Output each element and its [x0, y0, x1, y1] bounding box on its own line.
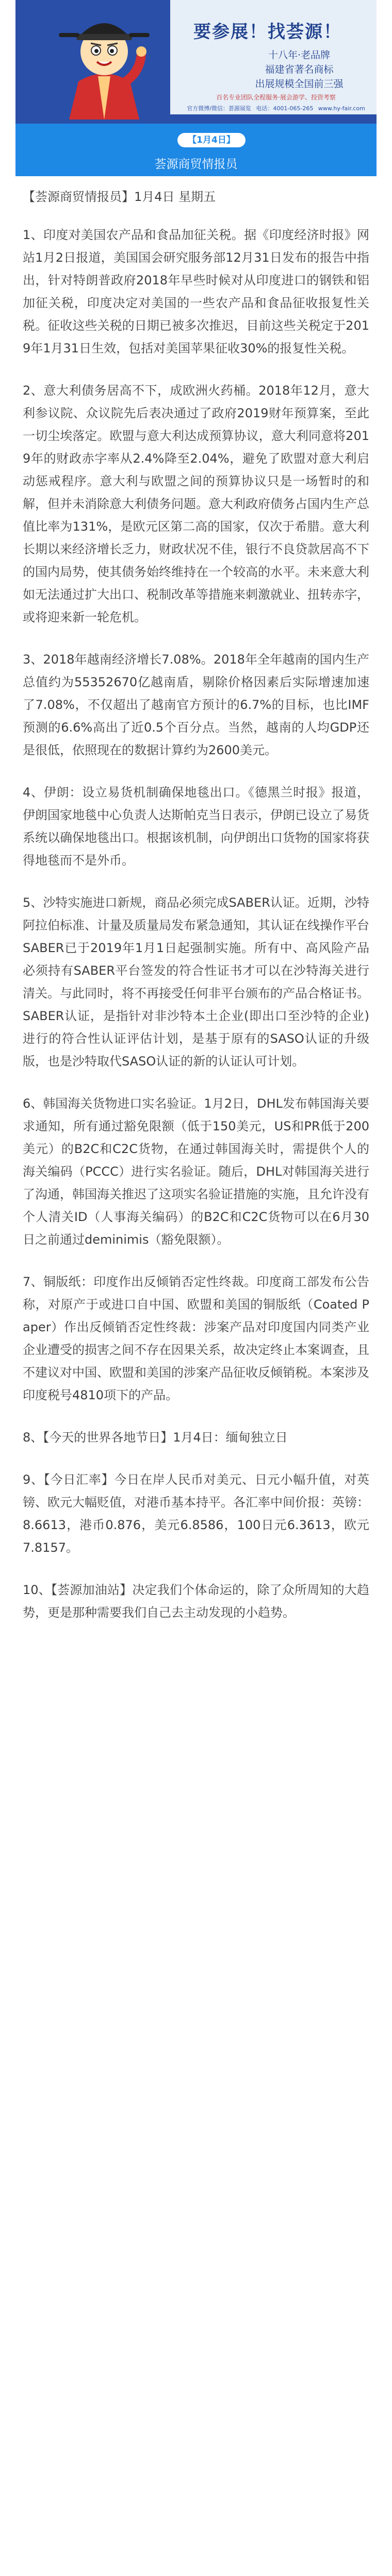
news-item-9: 9、【今日汇率】今日在岸人民币对美元、日元小幅升值，对英镑、欧元大幅贬值，对港币基本持平。各汇率中间价报：英镑：8.6613，港币0.876，美元6.8586，100日元6.3613，欧元7.8157。 — [23, 1472, 369, 1555]
date-chip: 【1月4日】 — [177, 133, 246, 147]
article-intro: 【荟源商贸情报员】1月4日 星期五 — [23, 190, 216, 204]
banner-bottom-strip — [170, 114, 377, 124]
news-item-8: 8、【今天的世界各地节日】1月4日：缅甸独立日 — [23, 1430, 288, 1445]
news-item-7: 7、铜版纸：印度作出反倾销否定性终裁。印度商工部发布公告称，对原产于或进口自中国、欧盟和美国的铜版纸（Coated Paper）作出反倾销否定性终裁：涉案产品对印度国内同类产业企业遭受的损害之间不存在因果关系，故决定终止本案调查，且不建议对中国、欧盟和美国的涉案产品征收反倾销税。本案涉及印度税号4810项下的产品。 — [23, 1275, 369, 1402]
banner-trademark-line: 福建省著名商标 — [265, 64, 334, 75]
news-item-4: 4、伊朗：设立易货机制确保地毯出口。《德黑兰时报》报道，伊朗国家地毯中心负责人达斯帕克当日表示，伊朗已设立了易货系统以确保地毯出口。根据该机制，向伊朗出口货物的国家将获得地毯而不是外币。 — [23, 785, 369, 868]
cartoon-mascot-icon — [58, 4, 151, 120]
news-item-1: 1、印度对美国农产品和食品加征关税。据《印度经济时报》网站1月2日报道，美国国会研究服务部12月31日发布的报告中指出，针对特朗普政府2018年早些时候对从印度进口的钢铁和铝加征关税，印度决定对美国的一些农产品和食品征收报复性关税。征收这些关税的日期已被多次推迟，目前这些关税定于2019年1月31日生效，包括对美国苹果征收30%的报复性关税。 — [23, 228, 369, 355]
banner-tagline: 百名专业团队全程服务·展会游学、投资考察 — [216, 94, 336, 101]
banner-contact-social: 官方微博/微信：荟源展览 — [187, 105, 251, 112]
banner-contact-web: www.hy-fair.com — [318, 105, 365, 112]
article-body — [23, 185, 369, 1643]
banner-brand-line: 十八年·老品牌 — [268, 49, 331, 61]
banner-contact-tel: 电话：4001-065-265 — [256, 105, 314, 112]
news-item-3: 3、2018年越南经济增长7.08%。2018年全年越南的国内生产总值约为55352670亿越南盾，剔除价格因素后实际增速加速了7.08%，不仅超出了越南官方预计的6.7%的目标，也比IMF预测的6.6%高出了近0.5个百分点。当然，越南的人均GDP还是很低，依照现在的数据计算约为2600美元。 — [23, 652, 369, 757]
date-header — [15, 124, 377, 176]
news-item-6: 6、韩国海关货物进口实名验证。1月2日，DHL发布韩国海关要求通知，所有通过豁免限额（低于150美元，US和PR低于200美元）的B2C和C2C货物，在通过韩国海关时，需提供个人的海关编码（PCCC）进行实名验证。随后，DHL对韩国海关进行了沟通，韩国海关推迟了这项实名验证措施的实施，且允许没有个人清关ID（人事海关编码）的B2C和C2C货物可以在6月30日之前通过deminimis（豁免限额）。 — [23, 1096, 369, 1247]
banner-scale-line: 出展规模全国前三强 — [255, 78, 344, 90]
promo-banner — [15, 0, 377, 124]
news-item-2: 2、意大利债务居高不下，成欧洲火药桶。2018年12月，意大利参议院、众议院先后表决通过了政府2019财年预算案，至此一切尘埃落定。欧盟与意大利达成预算协议，意大利同意将2019年的财政赤字率从2.4%降至2.04%，避免了欧盟对意大利启动惩戒程序。意大利与欧盟之间的预算协议只是一场暂时的和解，但并未消除意大利债务问题。意大利政府债务占国内生产总值比率为131%，是欧元区第二高的国家，仅次于希腊。意大利长期以来经济增长乏力，财政状况不佳，银行不良贷款居高不下的国内局势，使其债务始终维持在一个较高的水平。未来意大利如无法通过扩大出口、税制改革等措施来刺激就业、扭转赤字，或将迎来新一轮危机。 — [23, 383, 369, 624]
banner-contact — [181, 104, 371, 112]
source-title: 荟源商贸情报员 — [154, 158, 238, 171]
news-item-5: 5、沙特实施进口新规，商品必须完成SABER认证。近期，沙特阿拉伯标准、计量及质量局发布紧急通知，其认证在线操作平台SABER已于2019年1月1日起强制实施。所有中、高风险产品必须持有SABER平台签发的符合性证书才可以在沙特海关进行清关。与此同时，将不再接受任何非平台颁布的产品合格证书。SABER认证，是指针对非沙特本土企业(即出口至沙特的企业)进行的符合性认证评估计划，是基于原有的SASO认证的升级版，也是沙特取代SASO认证的新的认证认可计划。 — [23, 895, 369, 1069]
news-item-10: 10、【荟源加油站】决定我们个体命运的，除了众所周知的大趋势，更是那种需要我们自己去主动发现的小趋势。 — [23, 1583, 369, 1620]
banner-headline: 要参展！找荟源！ — [193, 22, 342, 42]
